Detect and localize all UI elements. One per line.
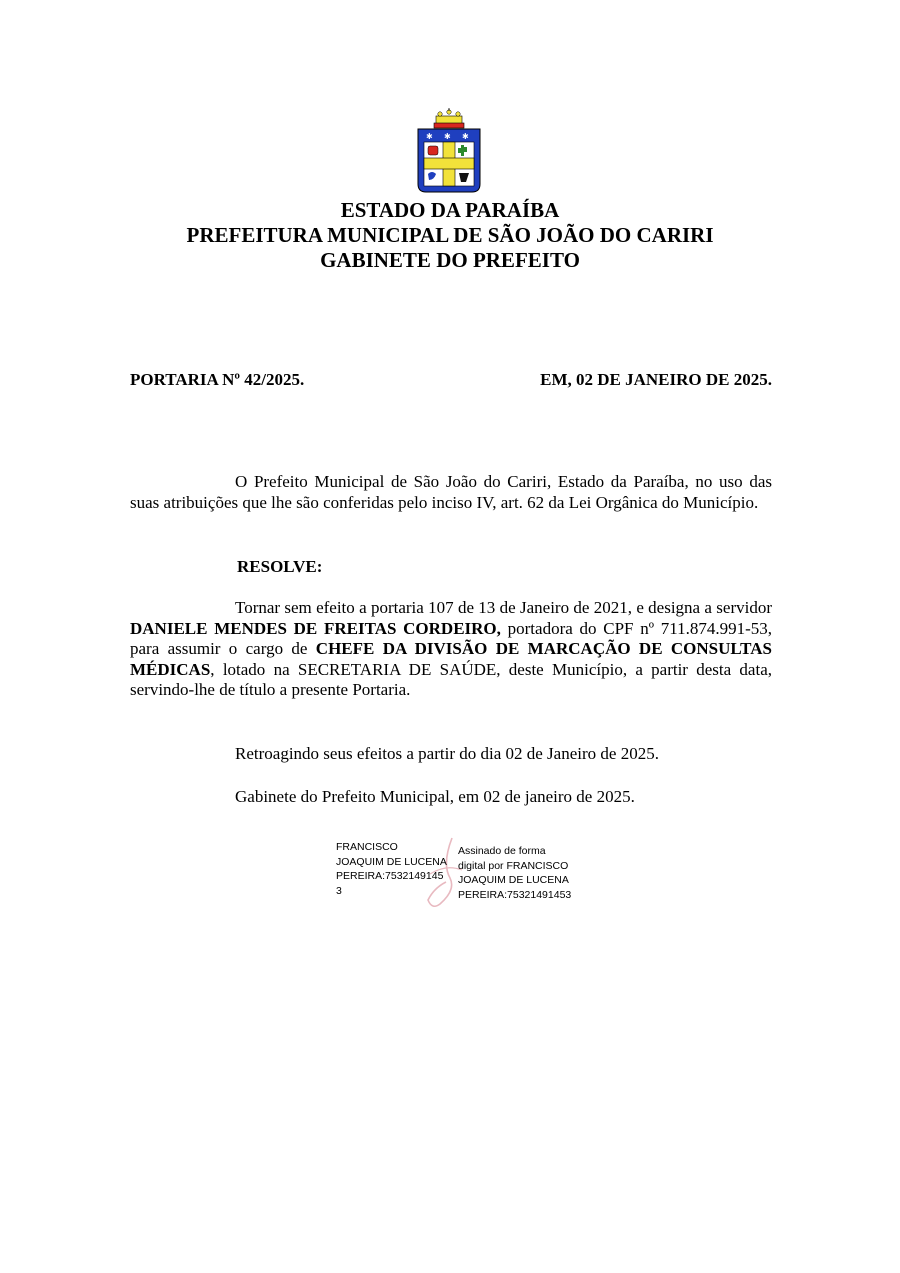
retroactive-clause: Retroagindo seus efeitos a partir do dia 02 de Janeiro de 2025. xyxy=(235,744,659,763)
statement-line: digital por FRANCISCO xyxy=(458,859,569,872)
resolve-heading: RESOLVE: xyxy=(237,557,323,576)
resolution-paragraph xyxy=(130,598,772,701)
signer-name xyxy=(336,840,447,898)
preamble-text: O Prefeito Municipal de São João do Cariri, Estado da Paraíba, no uso das suas atribuições que lhe são conferidas pelo inciso IV, art. 62 da Lei Orgânica do Município. xyxy=(130,472,772,512)
preamble-paragraph xyxy=(130,472,772,513)
document-header xyxy=(0,198,900,273)
svg-text:✱: ✱ xyxy=(462,132,469,141)
header-prefecture: PREFEITURA MUNICIPAL DE SÃO JOÃO DO CARIRI xyxy=(186,223,714,247)
signature-statement xyxy=(458,844,571,902)
resolution-text-c: , lotado na SECRETARIA DE SAÚDE, deste Município, a partir desta data, servindo-lhe de título a presente Portaria. xyxy=(130,659,772,699)
role-title: CHEFE DA DIVISÃO DE MARCAÇÃO DE CONSULTAS MÉDICAS xyxy=(130,639,772,679)
portaria-number: PORTARIA Nº 42/2025. xyxy=(130,370,305,389)
statement-line: JOAQUIM DE LUCENA xyxy=(458,874,569,886)
resolution-text-a: Tornar sem efeito a portaria 107 de 13 de Janeiro de 2021, e designa a servidor xyxy=(235,598,772,617)
portaria-date: EM, 02 DE JANEIRO DE 2025. xyxy=(540,370,772,389)
closing-line: Gabinete do Prefeito Municipal, em 02 de janeiro de 2025. xyxy=(235,787,635,806)
signer-line: JOAQUIM DE LUCENA xyxy=(336,855,447,868)
statement-line: Assinado de forma xyxy=(458,845,546,857)
statement-line: PEREIRA:75321491453 xyxy=(458,888,572,901)
header-cabinet: GABINETE DO PREFEITO xyxy=(320,248,580,272)
svg-text:✱: ✱ xyxy=(444,132,451,141)
municipal-coat-of-arms xyxy=(414,108,484,196)
signer-line: FRANCISCO xyxy=(336,841,398,853)
signer-line: 3 xyxy=(336,884,342,897)
resolution-text-b: portadora do CPF nº 711.874.991-53, para assumir o cargo de xyxy=(130,618,773,658)
signer-line: PEREIRA:7532149145 xyxy=(336,870,444,882)
header-state: ESTADO DA PARAÍBA xyxy=(340,198,560,222)
svg-text:✱: ✱ xyxy=(426,132,433,141)
digital-signature-block xyxy=(336,840,586,912)
employee-name: DANIELE MENDES DE FREITAS CORDEIRO, xyxy=(130,618,501,638)
